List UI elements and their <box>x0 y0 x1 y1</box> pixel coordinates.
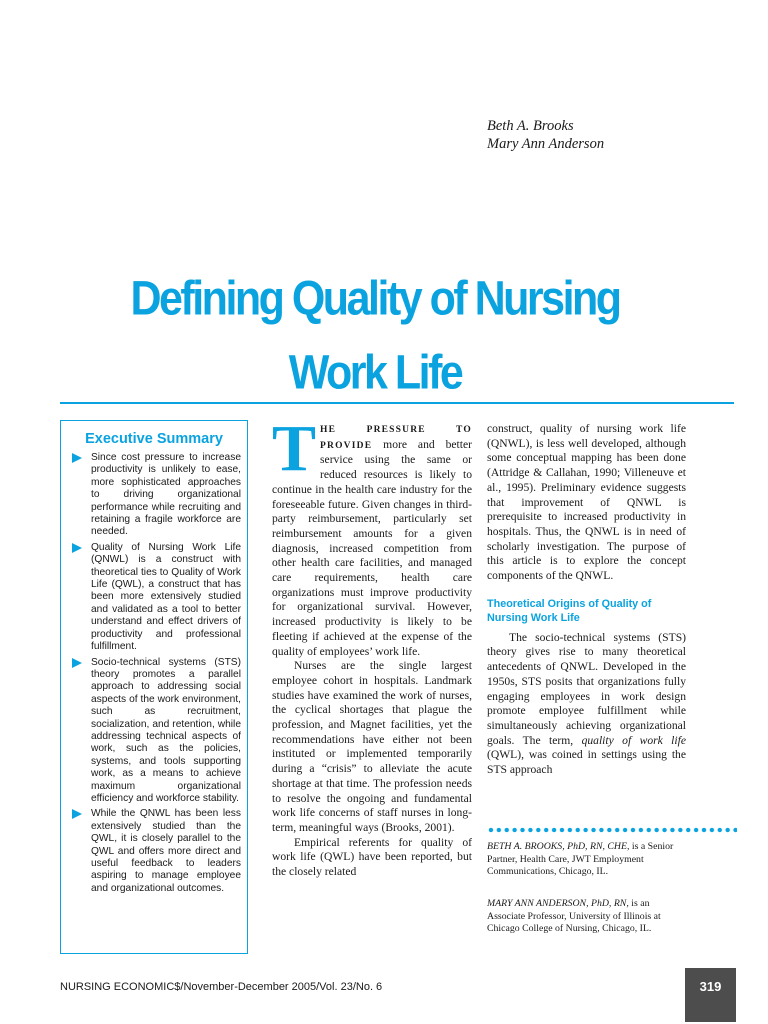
body-paragraph: Nurses are the single largest employee cohort in hospitals. Landmark studies have examined the work of nurses, the cyclical shortages that plague the profession, and Magnet facilities, yet the recommendations have either not been instituted or implemented temporarily during a “crisis” to alleviate the acute shortage at that time. The profession needs to resolve the ongoing and fundamental work life concerns of staff nurses in long-term, meaningful ways (Brooks, 2001). <box>272 659 472 834</box>
dotted-divider <box>487 826 737 834</box>
bio-name: MARY ANN ANDERSON, PhD, RN, <box>487 898 629 909</box>
summary-item <box>67 808 241 895</box>
author-bio <box>487 898 689 936</box>
summary-item <box>67 542 241 654</box>
journal-footer: NURSING ECONOMIC$/November-December 2005/Vol. 23/No. 6 <box>60 981 383 993</box>
lead-in-smallcaps: HE PRESSURE TO PROVIDE <box>320 425 472 451</box>
author-list <box>487 117 604 153</box>
bio-name: BETH A. BROOKS, PhD, RN, CHE, <box>487 841 630 852</box>
paragraph-text: more and better service using the same or reduced resources is likely to continue in the health care industry for the foreseeable future. Given changes in third-party reimbursement, particularly set reimbursement amounts for a given diagnosis, increased competition from other health care facilities, and managed care requirements, health care organizations must improve productivity for organizational survival. However, increased productivity is likely to be fleeting if achieved at the expense of the quality of employees’ work life. <box>272 437 472 658</box>
summary-item-text: Quality of Nursing Work Life (QNWL) is a construct with theoretical ties to Quality of Work Life (QWL), a construct that has been more extensively studied and validated as a tool to better understand and effect drivers of productivity and professional fulfillment. <box>91 541 241 653</box>
summary-item-text: Socio-technical systems (STS) theory promotes a parallel approach to addressing social aspects of the work environment, such as recruitment, socialization, and retention, while addressing technical aspects of work, such as the policies, systems, and tools supporting work, as a means to achieve maximum organizational efficiency and workforce stability. <box>91 656 241 804</box>
author-bio <box>487 841 689 879</box>
article-title <box>60 262 690 410</box>
paragraph-text: The socio-technical systems (STS) theory gives rise to many theoretical antecedents of QNWL. Developed in the 1950s, STS posits that organizations fully engaging employees in work design promote employee fulfillment while simultaneously achieving organizational goals. The term, <box>487 630 686 747</box>
summary-item <box>67 452 241 539</box>
body-column-right <box>487 422 686 778</box>
triangle-bullet-icon <box>72 658 82 668</box>
bio-text: is an Associate Professor, University of Illinois at Chicago College of Nursing, Chicago, IL. <box>487 898 661 935</box>
page-number: 319 <box>685 968 736 1022</box>
paragraph-text: (QWL), was coined in settings using the STS approach <box>487 748 686 777</box>
title-divider <box>60 402 734 404</box>
summary-item-text: Since cost pressure to increase productivity is unlikely to ease, more sophisticated approaches to driving organizational performance while recruiting and retaining a fragile workforce are needed. <box>91 452 241 538</box>
triangle-bullet-icon <box>72 809 82 819</box>
body-paragraph <box>272 412 472 659</box>
title-line: Work Life <box>288 346 462 400</box>
triangle-bullet-icon <box>72 543 82 553</box>
summary-item-text: While the QNWL has been less extensively studied than the QWL, it is closely parallel to the QWL and offers more direct and useful feedback to leaders aspiring to manage employee and organizational outcomes. <box>91 808 241 894</box>
executive-summary-box <box>60 420 248 954</box>
section-heading: Theoretical Origins of Quality of Nursing Work Life <box>487 597 652 624</box>
bio-text: is a Senior Partner, Health Care, JWT Employment Communications, Chicago, IL. <box>487 841 674 878</box>
summary-list <box>61 452 247 895</box>
body-paragraph: construct, quality of nursing work life (QNWL), is less well developed, although some conceptual mapping has been done (Attridge & Callahan, 1990; Villeneuve et al., 1995). Preliminary evidence suggests that improvement of QNWL is prerequisite to increased productivity in hospitals. Thus, the QNWL is in need of scholarly investigation. The purpose of this article is to explore the concept components of the QNWL. <box>487 422 686 583</box>
drop-cap: T <box>272 412 317 485</box>
body-paragraph: Empirical referents for quality of work life (QWL) have been reported, but the closely related <box>272 835 472 879</box>
emphasis-text: quality of work life <box>581 733 686 747</box>
author-name: Mary Ann Anderson <box>487 136 605 152</box>
summary-item <box>67 657 241 806</box>
summary-heading: Executive Summary <box>85 431 223 447</box>
title-line: Defining Quality of Nursing <box>130 272 620 326</box>
body-paragraph <box>487 631 686 778</box>
body-column-middle <box>272 412 472 880</box>
triangle-bullet-icon <box>72 453 82 463</box>
author-name: Beth A. Brooks <box>487 118 574 134</box>
